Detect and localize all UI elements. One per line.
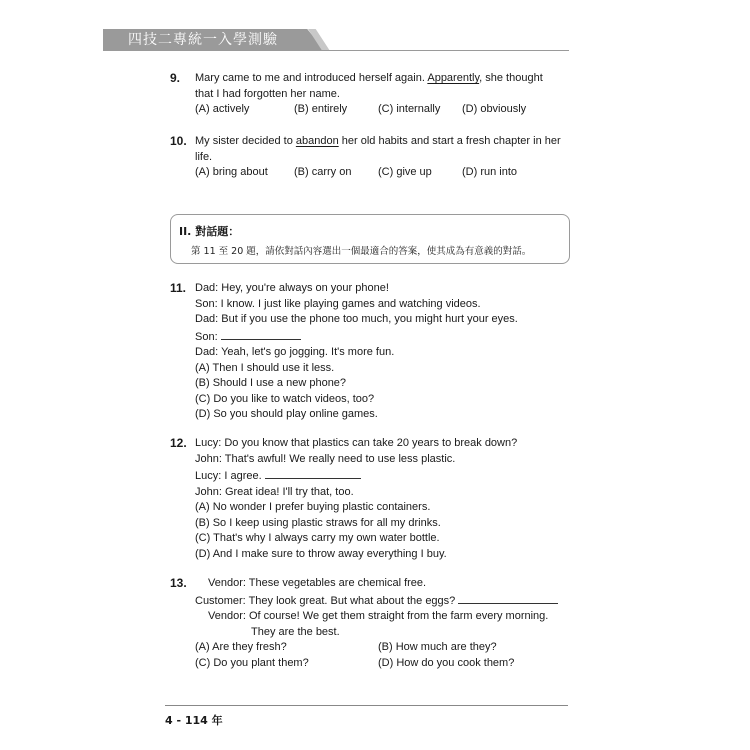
option-a: (A) actively [195,103,250,115]
option-c: (C) That's why I always carry my own water bottle. [195,532,440,544]
question-number: 10. [170,134,187,148]
option-b: (B) entirely [294,103,348,115]
page-number: 4 - 114 年 [165,714,223,727]
option-row [195,656,558,672]
text: , she thought [479,72,543,84]
answer-blank [458,592,558,604]
option-d: (D) run into [462,166,518,178]
speaker-text: Customer: They look great. But what about the eggs? [195,594,456,607]
dialogue-line: Son: I know. I just like playing games and watching videos. [195,297,481,310]
question-number: 11. [170,281,187,295]
question-text-line [195,134,561,150]
option-b: (B) So I keep using plastic straws for all my drinks. [195,516,441,529]
question-number: 12. [170,436,187,450]
header-rule [103,50,569,51]
question-body [195,436,517,562]
option-b: (B) Should I use a new phone? [195,377,347,389]
text: My sister decided to [195,135,296,147]
option-a: (A) Are they fresh? [195,641,287,653]
question-body [195,281,518,423]
option-row [195,640,558,656]
option-a: (A) No wonder I prefer buying plastic containers. [195,501,431,513]
option-d: (D) How do you cook them? [378,656,515,669]
option-d: (D) So you should play online games. [195,408,378,420]
dialogue-line [195,467,517,485]
dialogue-line: Dad: Hey, you're always on your phone! [195,282,389,294]
option-b: (B) carry on [294,166,352,178]
dialogue-line [195,328,518,346]
dialogue-line: Vendor: Of course! We get them straight from the farm every morning. [208,610,549,622]
question-number: 13. [170,576,187,590]
question-text-line: life. [195,150,213,163]
option-row [195,165,561,181]
question-body [195,134,561,181]
dialogue-line: Vendor: These vegetables are chemical free. [208,577,427,589]
option-c: (C) Do you plant them? [195,656,309,669]
option-b: (B) How much are they? [378,641,497,653]
question-text-line [195,71,543,87]
answer-blank [265,467,361,479]
dialogue-line [195,592,558,610]
answer-blank [221,328,301,340]
option-c: (C) Do you like to watch videos, too? [195,392,375,405]
page-header [103,29,569,51]
footer-rule [165,705,568,706]
dialogue-line: John: Great idea! I'll try that, too. [195,485,354,498]
option-c: (C) internally [378,103,441,115]
option-row [195,102,543,118]
question-number: 9. [170,71,181,85]
option-c: (C) give up [378,166,432,178]
option-a: (A) Then I should use it less. [195,361,335,374]
header-title: 四技二專統一入學測驗 [128,32,278,48]
underlined-word: Apparently [427,72,480,84]
dialogue-line: John: That's awful! We really need to use less plastic. [195,452,456,465]
option-a: (A) bring about [195,166,268,178]
speaker-text: Lucy: I agree. [195,470,262,482]
question-text-line: that I had forgotten her name. [195,87,340,100]
dialogue-line: Dad: Yeah, let's go jogging. It's more fun. [195,346,395,358]
option-d: (D) obviously [462,103,527,115]
section-2-box [170,214,570,264]
question-body [195,71,543,118]
section-title: II. 對話題： [179,225,240,238]
text: her old habits and start a fresh chapter in her [338,135,561,147]
dialogue-line: Dad: But if you use the phone too much, you might hurt your eyes. [195,313,518,325]
dialogue-line: They are the best. [251,625,340,638]
question-body [195,576,558,671]
dialogue-line: Lucy: Do you know that plastics can take 20 years to break down? [195,437,518,449]
speaker-text: Son: [195,330,218,343]
underlined-word: abandon [295,135,339,147]
text: Mary came to me and introduced herself again. [195,72,428,84]
option-d: (D) And I make sure to throw away everything I buy. [195,547,447,560]
section-instruction: 第 11 至 20 題，請依對話內容選出一個最適合的答案，使其成為有意義的對話。 [191,246,532,257]
